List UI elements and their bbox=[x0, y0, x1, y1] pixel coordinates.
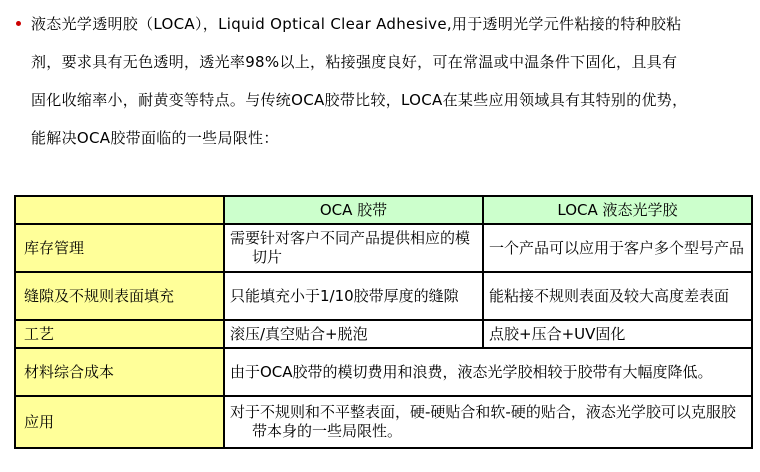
bullet-icon bbox=[16, 21, 21, 26]
loca-cell bbox=[483, 272, 752, 320]
intro-text-3: 固化收缩率小，耐黄变等特点。与传统OCA胶带比较，LOCA在某些应用领域具有其特别的优势， bbox=[31, 90, 688, 109]
row-label: 应用 bbox=[15, 396, 224, 448]
header-loca: LOCA 液态光学胶 bbox=[483, 196, 752, 224]
row-label: 缝隙及不规则表面填充 bbox=[15, 272, 224, 320]
oca-cell bbox=[224, 320, 483, 348]
table-header-row bbox=[15, 196, 752, 224]
table-row bbox=[15, 348, 752, 396]
loca-text: 能粘接不规则表面及较大高度差表面 bbox=[489, 286, 730, 305]
merged-text: 由于OCA胶带的模切费用和浪费，液态光学胶相较于胶带有大幅度降低。 bbox=[230, 362, 713, 381]
header-oca: OCA 胶带 bbox=[224, 196, 483, 224]
loca-cell bbox=[483, 320, 752, 348]
intro-line-3 bbox=[14, 80, 754, 118]
merged-cell bbox=[224, 348, 752, 396]
oca-text: 滚压/真空贴合+脱泡 bbox=[230, 324, 368, 343]
row-label: 工艺 bbox=[15, 320, 224, 348]
loca-text: 一个产品可以应用于客户多个型号产品 bbox=[489, 238, 745, 257]
loca-text: 点胶+压合+UV固化 bbox=[489, 324, 626, 343]
row-label: 库存管理 bbox=[15, 224, 224, 272]
oca-cell bbox=[224, 224, 483, 272]
merged-text: 对于不规则和不平整表面，硬-硬贴合和软-硬的贴合，液态光学胶可以克服胶带本身的一些局限性。 bbox=[230, 403, 736, 440]
table-row bbox=[15, 272, 752, 320]
intro-line-1 bbox=[14, 4, 754, 42]
oca-text: 需要针对客户不同产品提供相应的模切片 bbox=[230, 229, 471, 266]
comparison-table bbox=[14, 195, 753, 449]
header-corner bbox=[15, 196, 224, 224]
merged-cell bbox=[224, 396, 752, 448]
intro-line-2 bbox=[14, 42, 754, 80]
loca-cell bbox=[483, 224, 752, 272]
table-row bbox=[15, 224, 752, 272]
intro-text-2: 剂，要求具有无色透明，透光率98%以上，粘接强度良好，可在常温或中温条件下固化，且具有 bbox=[31, 52, 678, 71]
intro-text-1: 液态光学透明胶（LOCA），Liquid Optical Clear Adhesive,用于透明光学元件粘接的特种胶粘 bbox=[31, 14, 682, 33]
oca-text: 只能填充小于1/10胶带厚度的缝隙 bbox=[230, 286, 459, 305]
table-row bbox=[15, 396, 752, 448]
intro-line-4 bbox=[14, 118, 754, 156]
row-label: 材料综合成本 bbox=[15, 348, 224, 396]
intro-text-4: 能解决OCA胶带面临的一些局限性： bbox=[31, 128, 279, 147]
intro-paragraph bbox=[14, 4, 754, 156]
table-row bbox=[15, 320, 752, 348]
oca-cell bbox=[224, 272, 483, 320]
